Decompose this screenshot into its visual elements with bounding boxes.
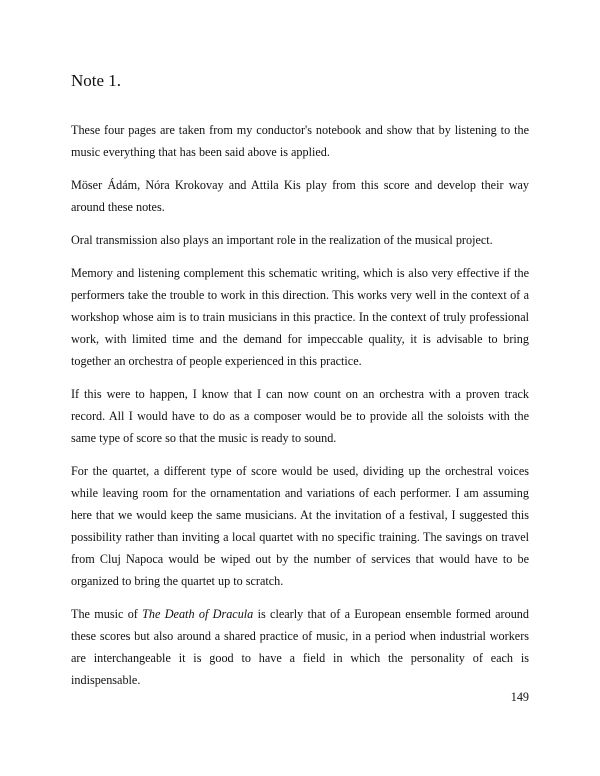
note-heading: Note 1. <box>71 71 122 90</box>
paragraph-1: These four pages are taken from my conductor's notebook and show that by listening to the music everything that has been said above is applied. <box>71 123 529 159</box>
body-text <box>71 119 529 702</box>
paragraph-7-lead: The music of <box>71 607 143 621</box>
paragraph-4: Memory and listening complement this schematic writing, which is also very effective if the performers take the trouble to work in this direction. This works very well in the context of a workshop whose aim is to train musicians in this practice. In the context of truly professional work, with limited time and the demand for impeccable quality, it is advisable to bring together an orchestra of people experienced in this practice. <box>71 266 529 368</box>
paragraph-2: Möser Ádám, Nóra Krokovay and Attila Kis play from this score and develop their way around these notes. <box>71 178 529 214</box>
paragraph-5: If this were to happen, I know that I can now count on an orchestra with a proven track record. All I would have to do as a composer would be to provide all the soloists with the same type of score so that the music is ready to sound. <box>71 387 529 445</box>
paragraph-7 <box>71 603 529 691</box>
paragraph-6: For the quartet, a different type of score would be used, dividing up the orchestral voices while leaving room for the ornamentation and variations of each performer. I am assuming here that we would keep the same musicians. At the invitation of a festival, I suggested this possibility rather than inviting a local quartet with no specific training. The savings on travel from Cluj Napoca would be wiped out by the number of services that would have to be organized to bring the quartet up to scratch. <box>71 464 529 588</box>
paragraph-3: Oral transmission also plays an important role in the realization of the musical project. <box>71 233 493 247</box>
page-number: 149 <box>510 690 529 704</box>
work-title: The Death of Dracula <box>142 607 254 621</box>
paragraph-7-rest: is clearly that of a European ensemble formed around these scores but also around a shared practice of music, in a period when industrial workers are interchangeable it is good to have a field in which the personality of each is indispensable. <box>71 607 529 687</box>
